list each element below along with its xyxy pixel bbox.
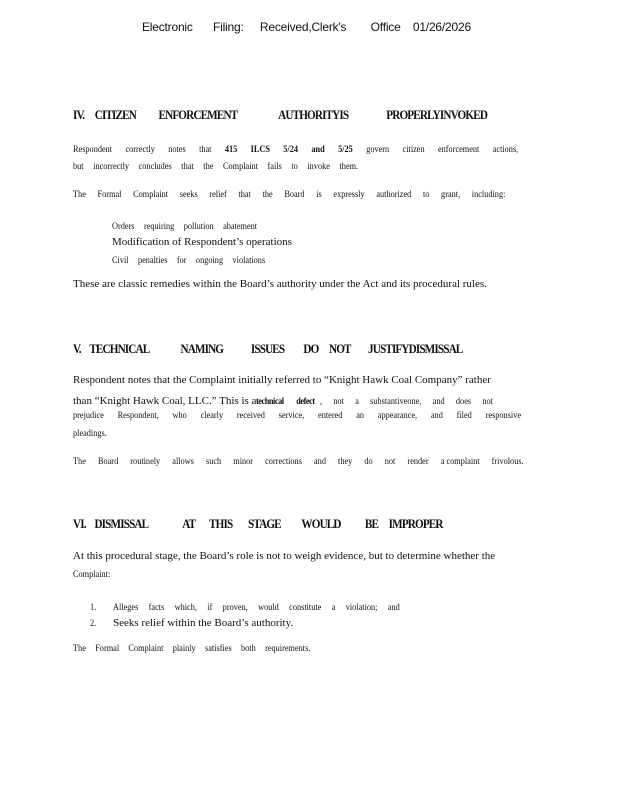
section-v-line2: than “Knight Hawk Coal, LLC.” This is atechnical defect , not a substantiveone, and does not <box>73 395 494 407</box>
list-item: 1. Alleges facts which, if proven, would constitute a violation; and <box>90 602 400 612</box>
list-item: Modification of Respondent’s operations <box>112 236 292 248</box>
section-vi-closing: The Formal Complaint plainly satisfies both requirements. <box>73 643 311 653</box>
list-number: 1. <box>90 602 97 612</box>
section-v-line1: Respondent notes that the Complaint initially referred to “Knight Hawk Coal Company” rather <box>73 374 491 386</box>
section-vi-heading: VI. DISMISSAL AT THIS STAGE WOULD BE IMPROPER <box>73 516 443 531</box>
header-electronic: Electronic <box>142 20 193 34</box>
list-item: Orders requiring pollution abatement <box>112 221 258 231</box>
section-v-line4: pleadings. <box>73 428 107 438</box>
section-iv-para3: These are classic remedies within the Board’s authority under the Act and its procedural rules. <box>73 278 487 290</box>
section-vi-line1: At this procedural stage, the Board’s role is not to weigh evidence, but to determine whether the <box>73 550 496 562</box>
section-vi-line2: Complaint: <box>73 569 111 579</box>
section-iv-para2: The Formal Complaint seeks relief that the Board is expressly authorized to grant, including: <box>73 189 506 199</box>
filing-header <box>142 20 471 34</box>
header-date: 01/26/2026 <box>412 20 471 34</box>
list-item: 2. Seeks relief within the Board’s authority. <box>90 617 294 629</box>
list-number: 2. <box>90 618 97 628</box>
section-iv-heading: IV. CITIZEN ENFORCEMENT AUTHORITYIS PROPERLYINVOKED <box>73 107 488 122</box>
section-v-para2: The Board routinely allows such minor corrections and they do not render a complaint frivolous. <box>73 456 524 466</box>
list-item: Civil penalties for ongoing violations <box>112 255 266 265</box>
header-office: Office <box>370 20 401 34</box>
section-iv-para1-line2: but incorrectly concludes that the Complaint fails to invoke them. <box>73 161 359 171</box>
header-received: Received,Clerk's <box>259 20 347 34</box>
section-iv-para1-line1: Respondent correctly notes that 415 ILCS 5/24 and 5/25 govern citizen enforcement actions, <box>73 144 519 154</box>
section-v-heading: V. TECHNICAL NAMING ISSUES DO NOT JUSTIFYDISMISSAL <box>73 341 463 356</box>
header-filing: Filing: <box>212 20 244 34</box>
section-v-line3: prejudice Respondent, who clearly received service, entered an appearance, and filed responsive <box>73 410 522 420</box>
